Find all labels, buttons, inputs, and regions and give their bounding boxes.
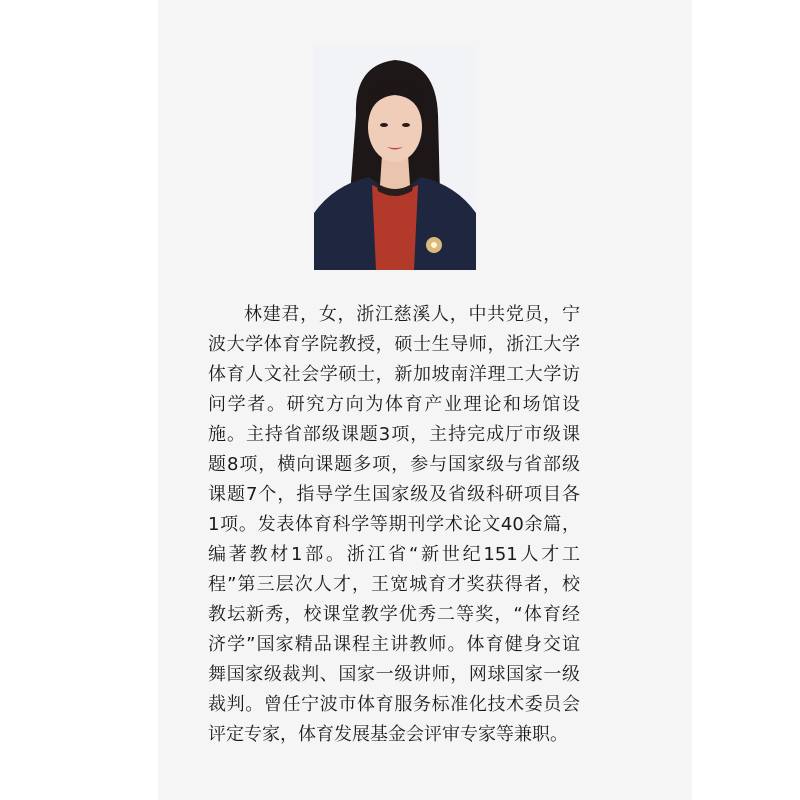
book-page (158, 0, 692, 800)
bio-line: 程”第三层次人才，王宽城育才奖获得者，校 (208, 574, 580, 595)
bio-line: 评定专家，体育发展基金会评审专家等兼职。 (208, 724, 568, 745)
bio-line: 课题7个，指导学生国家级及省级科研项目各 (208, 484, 580, 505)
bio-line: 体育人文社会学硕士，新加坡南洋理工大学访 (208, 364, 580, 385)
bio-line: 济学”国家精品课程主讲教师。体育健身交谊 (208, 634, 580, 655)
bio-line: 林建君，女，浙江慈溪人，中共党员，宁 (244, 304, 580, 325)
author-portrait (314, 45, 476, 270)
bio-line: 舞国家级裁判、国家一级讲师，网球国家一级 (208, 664, 580, 685)
author-biography (208, 300, 580, 750)
bio-line: 问学者。研究方向为体育产业理论和场馆设 (208, 394, 580, 415)
bio-line: 教坛新秀，校课堂教学优秀二等奖，“体育经 (208, 604, 580, 625)
bio-line: 裁判。曾任宁波市体育服务标准化技术委员会 (208, 694, 580, 715)
bio-line: 题8项，横向课题多项，参与国家级与省部级 (208, 454, 580, 475)
bio-line: 波大学体育学院教授，硕士生导师，浙江大学 (208, 334, 580, 355)
portrait-illustration (314, 45, 476, 270)
bio-line: 1项。发表体育科学等期刊学术论文40余篇， (208, 514, 580, 535)
bio-line: 施。主持省部级课题3项，主持完成厅市级课 (208, 424, 580, 445)
bio-line: 编著教材1部。浙江省“新世纪151人才工 (208, 544, 580, 565)
